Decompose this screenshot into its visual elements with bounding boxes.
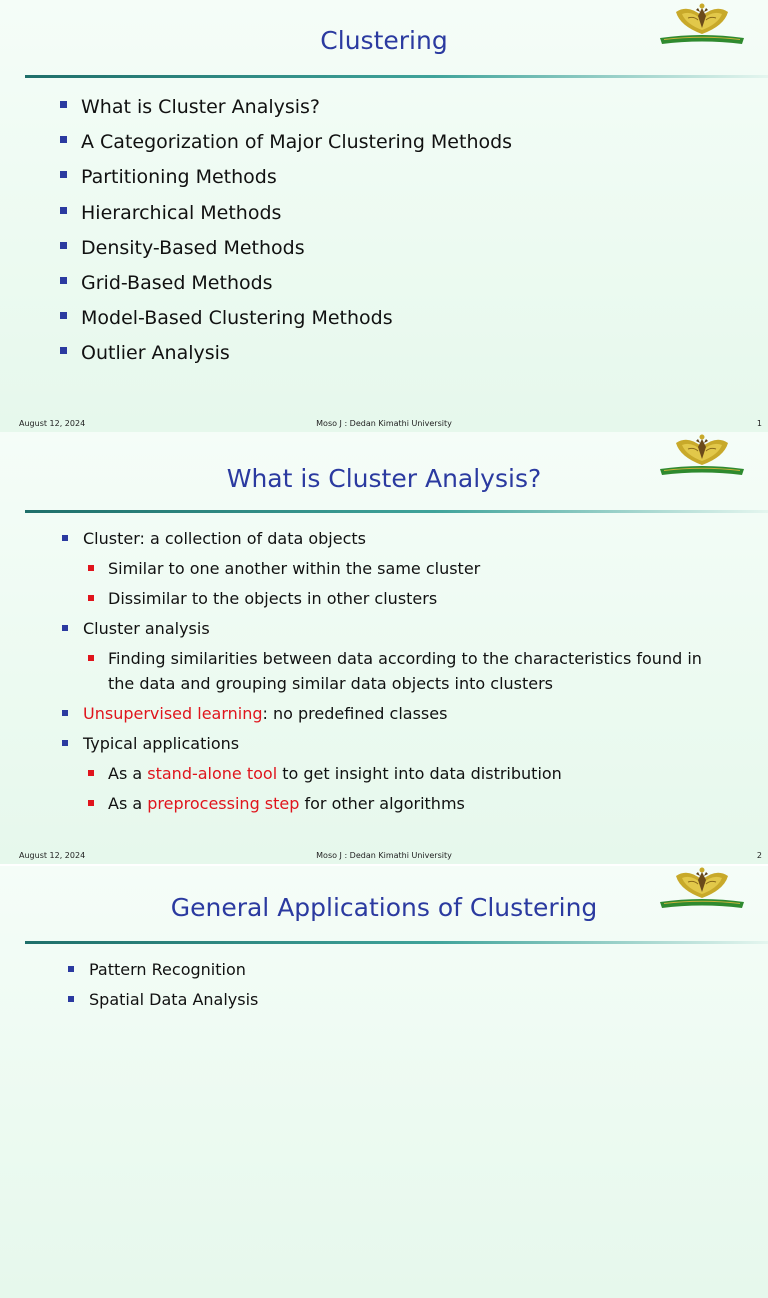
list-item: Density-Based Methods bbox=[60, 231, 512, 266]
bullet-square-icon bbox=[62, 625, 68, 631]
bullet-square-icon bbox=[62, 710, 68, 716]
bullet-square-icon bbox=[88, 565, 94, 571]
bullet-square-icon bbox=[68, 996, 74, 1002]
bullet-square-icon bbox=[60, 312, 67, 319]
sub-list-item: Dissimilar to the objects in other clusters bbox=[62, 586, 718, 611]
bullet-square-icon bbox=[60, 207, 67, 214]
university-crest-icon bbox=[658, 433, 746, 479]
bullet-square-icon bbox=[88, 595, 94, 601]
bullet-square-icon bbox=[62, 740, 68, 746]
bullet-square-icon bbox=[88, 655, 94, 661]
highlight-text: Unsupervised learning bbox=[83, 704, 263, 723]
list-item: Cluster analysis bbox=[62, 616, 718, 641]
list-item: What is Cluster Analysis? bbox=[60, 90, 512, 125]
list-item: Partitioning Methods bbox=[60, 160, 512, 195]
footer-author: Moso J : Dedan Kimathi University bbox=[316, 851, 452, 860]
bullet-square-icon bbox=[88, 770, 94, 776]
footer-author: Moso J : Dedan Kimathi University bbox=[316, 419, 452, 428]
title-rule bbox=[25, 510, 768, 513]
list-item: Hierarchical Methods bbox=[60, 196, 512, 231]
bullet-square-icon bbox=[60, 136, 67, 143]
title-rule bbox=[25, 75, 768, 78]
bullet-square-icon bbox=[68, 966, 74, 972]
list-item: A Categorization of Major Clustering Methods bbox=[60, 125, 512, 160]
list-item: Unsupervised learning: no predefined classes bbox=[62, 701, 718, 726]
highlight-text: stand-alone tool bbox=[147, 764, 278, 783]
title-rule bbox=[25, 941, 768, 944]
sub-list-item: Finding similarities between data according to the characteristics found in the data and grouping similar data objects into clusters bbox=[62, 646, 718, 696]
bullet-square-icon bbox=[60, 171, 67, 178]
page-number: 2 bbox=[756, 851, 762, 860]
list-item: Cluster: a collection of data objects bbox=[62, 526, 718, 551]
footer-date: August 12, 2024 bbox=[19, 419, 86, 428]
footer-date: August 12, 2024 bbox=[19, 851, 86, 860]
bullet-square-icon bbox=[60, 277, 67, 284]
list-item: Outlier Analysis bbox=[60, 336, 512, 371]
outline-list bbox=[60, 90, 512, 372]
highlight-text: preprocessing step bbox=[147, 794, 300, 813]
slide-3 bbox=[0, 866, 768, 1298]
page-number: 1 bbox=[756, 419, 762, 428]
bullet-square-icon bbox=[60, 347, 67, 354]
list-item: Spatial Data Analysis bbox=[68, 987, 258, 1012]
content-list bbox=[68, 957, 258, 1017]
list-item: Grid-Based Methods bbox=[60, 266, 512, 301]
sub-list-item: Similar to one another within the same cluster bbox=[62, 556, 718, 581]
bullet-square-icon bbox=[60, 101, 67, 108]
slide-title: Clustering bbox=[320, 26, 448, 55]
slide-title: What is Cluster Analysis? bbox=[226, 464, 542, 493]
university-crest-icon bbox=[658, 2, 746, 48]
list-item: Model-Based Clustering Methods bbox=[60, 301, 512, 336]
slide-title: General Applications of Clustering bbox=[170, 893, 598, 922]
bullet-square-icon bbox=[88, 800, 94, 806]
slide-2 bbox=[0, 432, 768, 864]
university-crest-icon bbox=[658, 866, 746, 912]
sub-list-item: As a stand-alone tool to get insight into data distribution bbox=[62, 761, 718, 786]
list-item: Typical applications bbox=[62, 731, 718, 756]
sub-list-item: As a preprocessing step for other algorithms bbox=[62, 791, 718, 816]
bullet-square-icon bbox=[60, 242, 67, 249]
slide-1 bbox=[0, 0, 768, 432]
list-item: Pattern Recognition bbox=[68, 957, 258, 982]
bullet-square-icon bbox=[62, 535, 68, 541]
content-list bbox=[62, 526, 718, 821]
